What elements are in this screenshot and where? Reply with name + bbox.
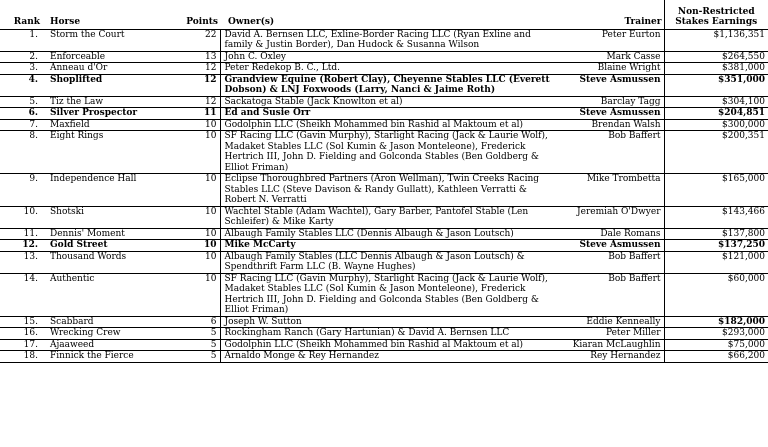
trainer-cell: Bob Baffert <box>552 251 664 273</box>
table-row <box>0 228 768 240</box>
points-cell: 10 <box>170 174 220 207</box>
horse-cell: Silver Prospector <box>42 108 170 120</box>
points-cell: 5 <box>170 351 220 363</box>
trainer-cell: Bob Baffert <box>552 273 664 316</box>
trainer-cell: Steve Asmussen <box>552 108 664 120</box>
points-cell: 10 <box>170 119 220 131</box>
rank-cell: 14. <box>0 273 42 316</box>
earnings-cell: $75,000 <box>664 339 768 351</box>
table-row <box>0 273 768 316</box>
owner-cell: SF Racing LLC (Gavin Murphy), Starlight Racing (Jack & Laurie Wolf), Madaket Stables LLC (Sol Kumin & Jason Monteleone), Frederick Hertrich III, John D. Fielding and Golconda Stables (Ben Goldberg & Elliot Friman) <box>220 131 552 174</box>
table-row <box>0 339 768 351</box>
earnings-cell: $293,000 <box>664 328 768 340</box>
earnings-cell: $200,351 <box>664 131 768 174</box>
trainer-cell: Kiaran McLaughlin <box>552 339 664 351</box>
rank-cell: 4. <box>0 74 42 96</box>
horse-cell: Anneau d'Or <box>42 63 170 75</box>
owner-cell: Godolphin LLC (Sheikh Mohammed bin Rashid al Maktoum et al) <box>220 339 552 351</box>
trainer-cell: Peter Eurton <box>552 29 664 51</box>
trainer-cell: Brendan Walsh <box>552 119 664 131</box>
horse-cell: Gold Street <box>42 240 170 252</box>
points-cell: 10 <box>170 228 220 240</box>
points-cell: 13 <box>170 51 220 63</box>
rank-cell: 8. <box>0 131 42 174</box>
earnings-cell: $264,550 <box>664 51 768 63</box>
owner-cell: Rockingham Ranch (Gary Hartunian) & David A. Bernsen LLC <box>220 328 552 340</box>
earnings-cell: $381,000 <box>664 63 768 75</box>
earnings-cell: $143,466 <box>664 206 768 228</box>
horse-cell: Wrecking Crew <box>42 328 170 340</box>
owner-cell: Godolphin LLC (Sheikh Mohammed bin Rashid al Maktoum et al) <box>220 119 552 131</box>
trainer-cell: Mike Trombetta <box>552 174 664 207</box>
horse-header: Horse <box>42 0 170 29</box>
owner-cell: Eclipse Thoroughbred Partners (Aron Wellman), Twin Creeks Racing Stables LLC (Steve Davison & Randy Gullatt), Kathleen Verratti & Robert N. Verratti <box>220 174 552 207</box>
horse-cell: Eight Rings <box>42 131 170 174</box>
earnings-header-line1: Non-Restricted <box>677 6 755 17</box>
horse-cell: Maxfield <box>42 119 170 131</box>
horse-cell: Finnick the Fierce <box>42 351 170 363</box>
earnings-header <box>664 0 768 29</box>
owner-cell: Sackatoga Stable (Jack Knowlton et al) <box>220 96 552 108</box>
trainer-cell: Eddie Kenneally <box>552 316 664 328</box>
owner-cell: Wachtel Stable (Adam Wachtel), Gary Barber, Pantofel Stable (Len Schleifer) & Mike Karty <box>220 206 552 228</box>
table-row <box>0 29 768 51</box>
horse-cell: Tiz the Law <box>42 96 170 108</box>
table-row <box>0 240 768 252</box>
earnings-cell: $182,000 <box>664 316 768 328</box>
owner-cell: John C. Oxley <box>220 51 552 63</box>
owner-cell: Mike McCarty <box>220 240 552 252</box>
horse-cell: Scabbard <box>42 316 170 328</box>
points-cell: 12 <box>170 96 220 108</box>
trainer-cell: Blaine Wright <box>552 63 664 75</box>
table-row <box>0 174 768 207</box>
horse-cell: Thousand Words <box>42 251 170 273</box>
earnings-cell: $137,250 <box>664 240 768 252</box>
points-cell: 5 <box>170 339 220 351</box>
table-row <box>0 206 768 228</box>
rank-cell: 15. <box>0 316 42 328</box>
points-cell: 10 <box>170 240 220 252</box>
earnings-cell: $300,000 <box>664 119 768 131</box>
points-cell: 10 <box>170 206 220 228</box>
header-row <box>0 0 768 29</box>
points-cell: 10 <box>170 251 220 273</box>
table-row <box>0 351 768 363</box>
table-row <box>0 316 768 328</box>
rank-header: Rank <box>0 0 42 29</box>
points-cell: 12 <box>170 63 220 75</box>
rank-cell: 11. <box>0 228 42 240</box>
trainer-cell: Rey Hernandez <box>552 351 664 363</box>
points-cell: 10 <box>170 131 220 174</box>
trainer-cell: Mark Casse <box>552 51 664 63</box>
table-row <box>0 131 768 174</box>
trainer-cell: Steve Asmussen <box>552 74 664 96</box>
horse-cell: Dennis' Moment <box>42 228 170 240</box>
points-cell: 10 <box>170 273 220 316</box>
points-cell: 6 <box>170 316 220 328</box>
earnings-cell: $304,100 <box>664 96 768 108</box>
points-cell: 5 <box>170 328 220 340</box>
table-row <box>0 108 768 120</box>
owner-cell: Albaugh Family Stables LLC (Dennis Albaugh & Jason Loutsch) <box>220 228 552 240</box>
earnings-cell: $1,136,351 <box>664 29 768 51</box>
rank-cell: 5. <box>0 96 42 108</box>
table-row <box>0 251 768 273</box>
horse-cell: Shoplifted <box>42 74 170 96</box>
owner-header: Owner(s) <box>220 0 552 29</box>
owner-cell: Grandview Equine (Robert Clay), Cheyenne Stables LLC (Everett Dobson) & LNJ Foxwoods (Larry, Nanci & Jaime Roth) <box>220 74 552 96</box>
rank-cell: 2. <box>0 51 42 63</box>
rank-cell: 12. <box>0 240 42 252</box>
table-row <box>0 63 768 75</box>
table-row <box>0 74 768 96</box>
rank-cell: 16. <box>0 328 42 340</box>
rank-cell: 3. <box>0 63 42 75</box>
owner-cell: Ed and Susie Orr <box>220 108 552 120</box>
horse-cell: Authentic <box>42 273 170 316</box>
earnings-cell: $204,851 <box>664 108 768 120</box>
rank-cell: 6. <box>0 108 42 120</box>
owner-cell: Joseph W. Sutton <box>220 316 552 328</box>
owner-cell: Peter Redekop B. C., Ltd. <box>220 63 552 75</box>
trainer-cell: Barclay Tagg <box>552 96 664 108</box>
points-cell: 11 <box>170 108 220 120</box>
table-row <box>0 51 768 63</box>
horse-cell: Shotski <box>42 206 170 228</box>
rank-cell: 1. <box>0 29 42 51</box>
horse-cell: Storm the Court <box>42 29 170 51</box>
points-cell: 12 <box>170 74 220 96</box>
trainer-cell: Dale Romans <box>552 228 664 240</box>
horse-cell: Enforceable <box>42 51 170 63</box>
points-header: Points <box>170 0 220 29</box>
rank-cell: 13. <box>0 251 42 273</box>
earnings-cell: $351,000 <box>664 74 768 96</box>
trainer-cell: Peter Miller <box>552 328 664 340</box>
owner-cell: SF Racing LLC (Gavin Murphy), Starlight Racing (Jack & Laurie Wolf), Madaket Stables LLC (Sol Kumin & Jason Monteleone), Frederick Hertrich III, John D. Fielding and Golconda Stables (Ben Goldberg & Elliot Friman) <box>220 273 552 316</box>
earnings-cell: $137,800 <box>664 228 768 240</box>
table-row <box>0 119 768 131</box>
rank-cell: 7. <box>0 119 42 131</box>
earnings-cell: $66,200 <box>664 351 768 363</box>
trainer-cell: Jeremiah O'Dwyer <box>552 206 664 228</box>
rank-cell: 17. <box>0 339 42 351</box>
rank-cell: 18. <box>0 351 42 363</box>
rank-cell: 10. <box>0 206 42 228</box>
table-row <box>0 96 768 108</box>
earnings-cell: $165,000 <box>664 174 768 207</box>
table-row <box>0 328 768 340</box>
horse-cell: Ajaaweed <box>42 339 170 351</box>
trainer-cell: Steve Asmussen <box>552 240 664 252</box>
trainer-cell: Bob Baffert <box>552 131 664 174</box>
owner-cell: Albaugh Family Stables (LLC Dennis Albaugh & Jason Loutsch) & Spendthrift Farm LLC (B. Wayne Hughes) <box>220 251 552 273</box>
points-cell: 22 <box>170 29 220 51</box>
earnings-cell: $60,000 <box>664 273 768 316</box>
earnings-cell: $121,000 <box>664 251 768 273</box>
horse-cell: Independence Hall <box>42 174 170 207</box>
trainer-header: Trainer <box>552 0 664 29</box>
owner-cell: Arnaldo Monge & Rey Hernandez <box>220 351 552 363</box>
rank-cell: 9. <box>0 174 42 207</box>
owner-cell: David A. Bernsen LLC, Exline-Border Racing LLC (Ryan Exline and family & Justin Border), Dan Hudock & Susanna Wilson <box>220 29 552 51</box>
earnings-header-line2: Stakes Earnings <box>675 17 758 27</box>
